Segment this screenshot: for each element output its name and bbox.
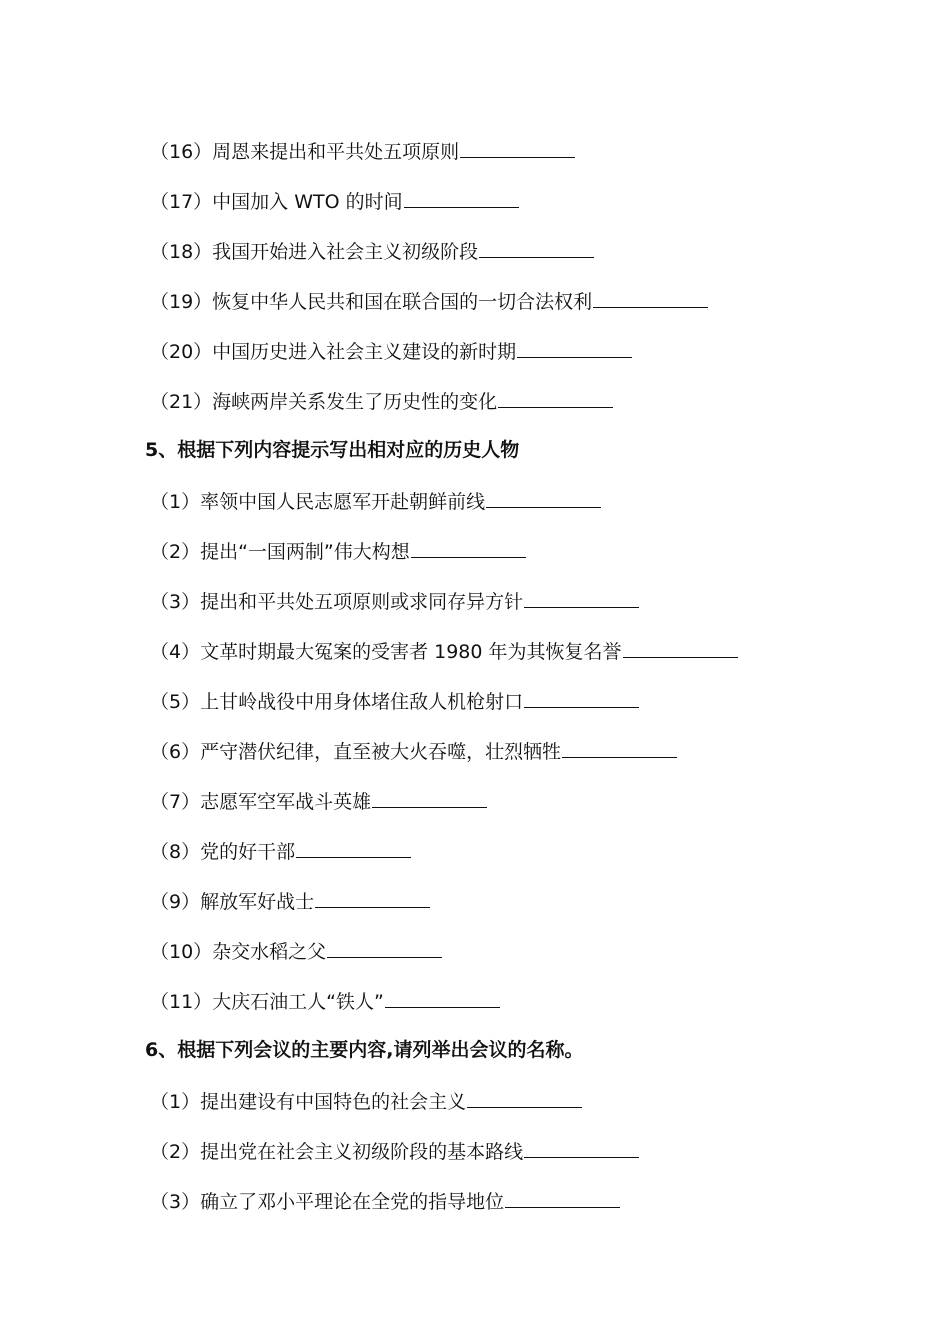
- question-text: （2）提出“一国两制”伟大构想: [150, 541, 410, 563]
- question-item: [150, 237, 594, 265]
- answer-blank[interactable]: [486, 487, 601, 508]
- answer-blank[interactable]: [411, 537, 526, 558]
- question-item: [150, 987, 500, 1015]
- answer-blank[interactable]: [505, 1187, 620, 1208]
- question-text: （8）党的好干部: [150, 841, 296, 863]
- question-text: （6）严守潜伏纪律，直至被大火吞噬，壮烈牺牲: [150, 741, 562, 763]
- question-text: （19）恢复中华人民共和国在联合国的一切合法权利: [150, 291, 593, 313]
- question-text: （9）解放军好战士: [150, 891, 315, 913]
- answer-blank[interactable]: [479, 237, 594, 258]
- question-item: [150, 387, 613, 415]
- question-item: [150, 1137, 639, 1165]
- question-item: [150, 687, 639, 715]
- answer-blank[interactable]: [296, 837, 411, 858]
- answer-blank[interactable]: [498, 387, 613, 408]
- answer-blank[interactable]: [460, 137, 575, 158]
- question-text: （3）确立了邓小平理论在全党的指导地位: [150, 1191, 505, 1213]
- question-item: [150, 887, 430, 915]
- question-item: [150, 537, 526, 565]
- question-item: [150, 1087, 582, 1115]
- question-text: （1）提出建设有中国特色的社会主义: [150, 1091, 467, 1113]
- answer-blank[interactable]: [524, 587, 639, 608]
- question-text: （16）周恩来提出和平共处五项原则: [150, 141, 460, 163]
- question-item: [150, 937, 442, 965]
- question-item: [150, 637, 738, 665]
- question-text: （1）率领中国人民志愿军开赴朝鲜前线: [150, 491, 486, 513]
- answer-blank[interactable]: [524, 687, 639, 708]
- question-text: （11）大庆石油工人“铁人”: [150, 991, 384, 1013]
- question-text: （3）提出和平共处五项原则或求同存异方针: [150, 591, 524, 613]
- question-text: （4）文革时期最大冤案的受害者 1980 年为其恢复名誉: [150, 641, 622, 663]
- question-text: （7）志愿军空军战斗英雄: [150, 791, 372, 813]
- question-text: （20）中国历史进入社会主义建设的新时期: [150, 341, 517, 363]
- question-text: （18）我国开始进入社会主义初级阶段: [150, 241, 479, 263]
- question-item: [150, 1187, 620, 1215]
- question-text: （10）杂交水稻之父: [150, 941, 327, 963]
- answer-blank[interactable]: [385, 987, 500, 1008]
- section-heading: 6、根据下列会议的主要内容,请列举出会议的名称。: [145, 1039, 584, 1061]
- answer-blank[interactable]: [327, 937, 442, 958]
- question-item: [150, 787, 487, 815]
- question-text: （17）中国加入 WTO 的时间: [150, 191, 403, 213]
- answer-blank[interactable]: [593, 287, 708, 308]
- answer-blank[interactable]: [562, 737, 677, 758]
- question-item: [150, 487, 601, 515]
- answer-blank[interactable]: [623, 637, 738, 658]
- question-item: [150, 137, 575, 165]
- answer-blank[interactable]: [517, 337, 632, 358]
- question-item: [150, 187, 519, 215]
- section-heading: 5、根据下列内容提示写出相对应的历史人物: [145, 439, 520, 461]
- question-item: [150, 837, 411, 865]
- question-text: （21）海峡两岸关系发生了历史性的变化: [150, 391, 498, 413]
- answer-blank[interactable]: [404, 187, 519, 208]
- answer-blank[interactable]: [524, 1137, 639, 1158]
- answer-blank[interactable]: [467, 1087, 582, 1108]
- question-item: [150, 737, 677, 765]
- answer-blank[interactable]: [372, 787, 487, 808]
- question-text: （5）上甘岭战役中用身体堵住敌人机枪射口: [150, 691, 524, 713]
- answer-blank[interactable]: [315, 887, 430, 908]
- question-item: [150, 587, 639, 615]
- question-item: [150, 287, 708, 315]
- question-text: （2）提出党在社会主义初级阶段的基本路线: [150, 1141, 524, 1163]
- question-item: [150, 337, 632, 365]
